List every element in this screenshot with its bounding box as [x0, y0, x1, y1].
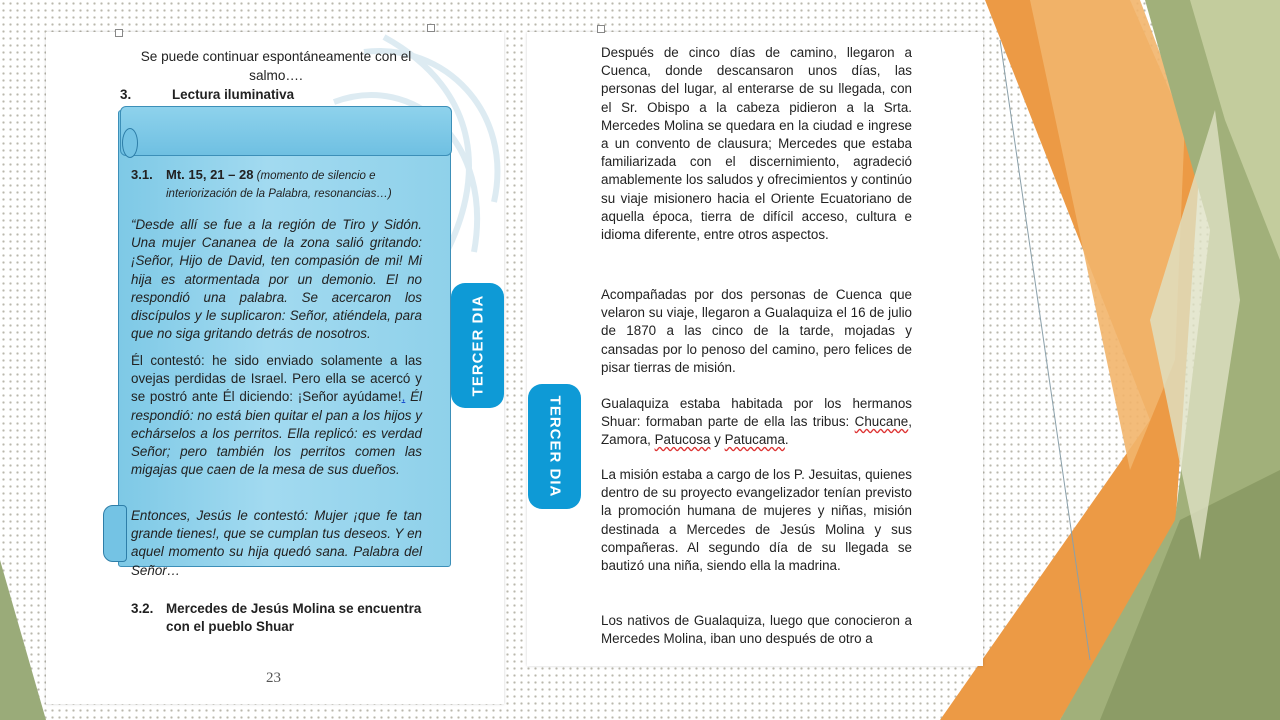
body-paragraph-5: Los nativos de Gualaquiza, luego que conocieron a Mercedes Molina, iban uno después de otro a	[601, 613, 912, 647]
reading-paragraph-2	[131, 352, 422, 479]
reading-note: (momento de silencio e interiorización de la Palabra, resonancias…)	[166, 170, 392, 200]
reading-paragraph-2b: Él respondió: no está bien quitar el pan a los hijos y echárselos a los perritos. Ella replicó: es verdad Señor; pero también los perritos comen las migajas que caen de la mesa de sus dueños.	[131, 389, 422, 478]
gospel-reference: Mt. 15, 21 – 28	[166, 167, 254, 182]
body-paragraph-4: La misión estaba a cargo de los P. Jesuitas, quienes dentro de su proyecto evangelizador tenían previsto la promoción humana de mujeres y niñas, misión destinada a Mercedes de Jesús Molina y sus compañeras. Al segundo día de su llegada se bautizó una niña, siendo ella la madrina.	[601, 467, 912, 574]
scroll-top-roll	[120, 106, 452, 156]
page-number: 23	[266, 670, 281, 686]
tab-label: TERCER DIA	[469, 294, 487, 397]
section-heading: Lectura iluminativa	[172, 87, 295, 102]
tribe-name: Chucane	[854, 414, 909, 430]
body-paragraph-2: Acompañadas por dos personas de Cuenca que velaron su viaje, llegaron a Gualaquiza el 16 de julio de 1870 a las cinco de la tarde, mojadas y cansadas por lo penoso del camino, pero felices de pisar tierras de misión.	[601, 287, 912, 375]
tribe-name: Patucama	[724, 432, 785, 448]
left-olive-triangle	[0, 560, 46, 720]
selection-handle[interactable]	[597, 25, 605, 33]
section-number: 3.	[120, 87, 132, 102]
tercer-dia-tab-right[interactable]	[528, 384, 581, 509]
tribe-name: Patucosa	[654, 432, 711, 448]
reading-paragraph-3: Entonces, Jesús le contestó: Mujer ¡que fe tan grande tienes!, que se cumplan tus deseos. Y en aquel momento su hija quedó sana. Palabra del Señor…	[131, 508, 422, 578]
reading-paragraph-1: “Desde allí se fue a la región de Tiro y Sidón. Una mujer Cananea de la zona salió gritando: ¡Señor, Hijo de David, ten compasión de mi! Mi hija es atormentada por un demonio. El no respondió una palabra. Se acercaron los discípulos y le suplicaron: Señor, atiéndela, para que no siga gritando detrás de nosotros.	[131, 217, 422, 342]
subsection-heading-2: Mercedes de Jesús Molina se encuentra con el pueblo Shuar	[166, 601, 422, 635]
tribes-intro: Gualaquiza estaba habitada por los hermanos Shuar: formaban parte de ella las tribus:	[601, 396, 912, 430]
body-paragraph-3: Gualaquiza estaba habitada por los hermanos Shuar: formaban parte de ella las tribus: Chucane, Zamora, Patucosa y Patucama.	[601, 396, 912, 448]
tab-label: TERCER DIA	[546, 395, 564, 498]
subsection-reference	[166, 166, 406, 203]
tribe-name: Zamora	[601, 432, 648, 448]
reading-paragraph-2a: Él contestó: he sido enviado solamente a las ovejas perdidas de Israel. Pero ella se acercó y se postró ante Él diciendo: ¡Señor ayúdame!	[131, 353, 422, 405]
subsection-number-2: 3.2.	[131, 601, 154, 616]
tercer-dia-tab-left[interactable]	[451, 283, 504, 408]
scroll-curl-top	[122, 128, 138, 158]
body-paragraph-1: Después de cinco días de camino, llegaron a Cuenca, donde descansaron unos días, las personas del lugar, al enterarse de su llegada, con el Sr. Obispo a la cabeza pidieron a la Srta. Mercedes Molina se quedara en la ciudad e ingrese a un convento de clausura; Mercedes que estaba familiarizada con el discernimiento, agradeció amablemente los saludos y ofrecimientos y continúo su viaje misionero hacia el Oriente Ecuatoriano de aquella época, tierra de difícil acceso, cultura e idioma diferente, entre otros aspectos.	[601, 45, 912, 243]
subsection-number: 3.1.	[131, 167, 153, 182]
intro-text: Se puede continuar espontáneamente con el salmo….	[140, 49, 412, 83]
selection-handle[interactable]	[115, 29, 123, 37]
conjunction: y	[714, 432, 721, 448]
scroll-curl-bottom	[103, 505, 127, 562]
selection-handle[interactable]	[427, 24, 435, 32]
comment-link[interactable]: ,	[401, 389, 406, 405]
